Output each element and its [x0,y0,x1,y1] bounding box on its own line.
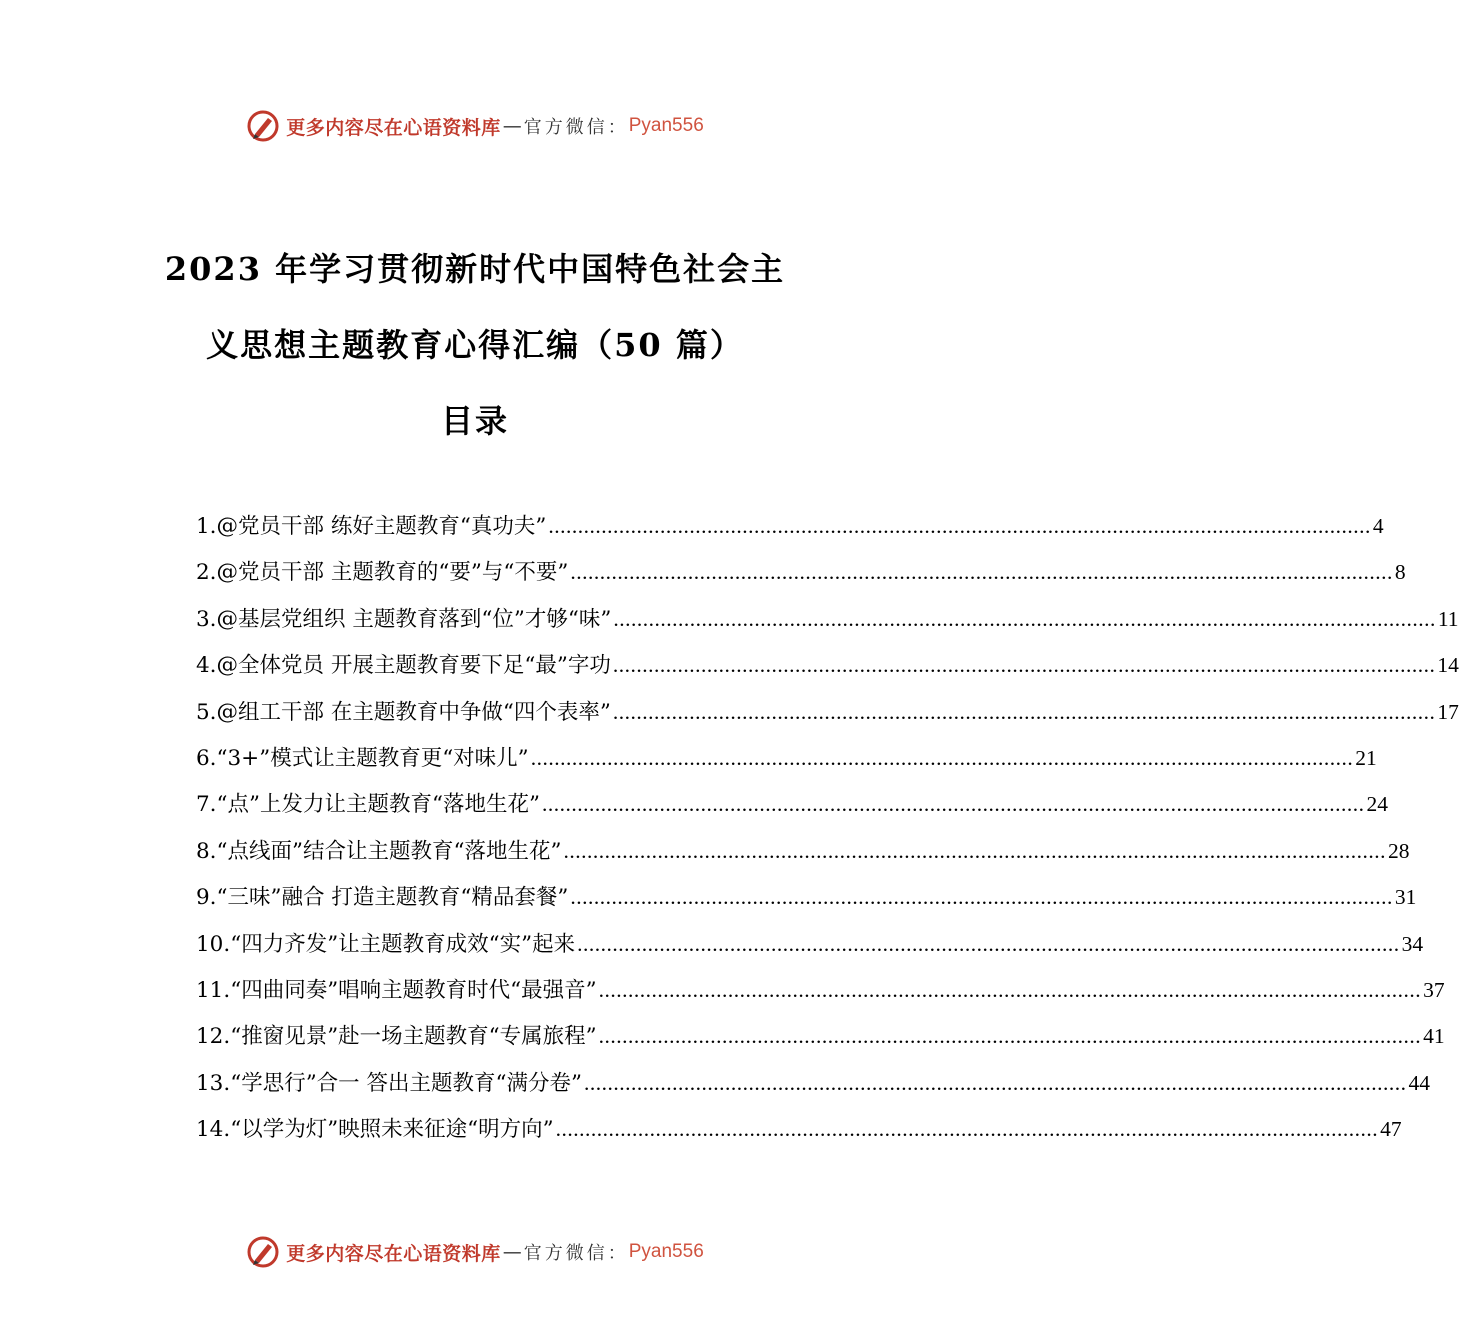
header-banner [0,106,950,146]
toc-leader [613,601,1436,637]
toc-leader [548,508,1371,544]
toc-leader [570,879,1393,915]
toc-number: 5. [196,699,217,725]
banner-label: 官方微信： [523,117,629,138]
toc-title: “以学为灯”映照未来征途“明方向” [230,1117,554,1143]
toc-title: @基层党组织 主题教育落到“位”才够“味” [216,606,612,632]
toc-number: 14. [196,1117,231,1143]
toc-number: 12. [196,1024,231,1050]
toc-title: “点线面”结合让主题教育“落地生花” [216,838,562,864]
toc-number: 3. [196,606,217,632]
toc-entry[interactable] [196,1111,1402,1157]
toc-page: 47 [1380,1117,1402,1142]
toc-page: 34 [1401,931,1424,956]
toc-page: 17 [1437,699,1459,724]
toc-page: 11 [1437,606,1459,631]
toc-leader [584,1065,1407,1101]
toc-leader [563,833,1386,869]
toc-heading: 目录 [440,402,509,440]
toc-entry[interactable] [196,601,1459,647]
toc-number: 2. [196,560,217,586]
toc-number: 10. [196,931,231,957]
toc-title: @组工干部 在主题教育中争做“四个表率” [216,699,611,725]
toc-number: 6. [196,745,217,771]
toc-number: 9. [196,885,217,911]
toc-title: @党员干部 练好主题教育“真功夫” [216,514,547,539]
toc-page: 8 [1394,560,1406,585]
toc-page: 14 [1437,653,1459,678]
toc-number: 1. [196,514,217,539]
banner-dash: — [502,115,522,137]
toc-page: 28 [1387,838,1410,863]
toc-title: @党员干部 主题教育的“要”与“不要” [216,560,569,586]
toc-entry[interactable] [196,554,1406,600]
toc-title: “3+”模式让主题教育更“对味儿” [216,745,529,771]
banner-wechat-id: Pyan556 [628,1241,704,1262]
toc-page: 21 [1355,745,1377,770]
banner-wechat-id: Pyan556 [628,115,704,136]
toc-title: “点”上发力让主题教育“落地生花” [216,792,540,818]
toc-page: 24 [1366,792,1388,817]
doc-title-line-2: 义思想主题教育心得汇编（50 篇） [206,326,744,364]
toc-leader [531,740,1354,776]
toc-entry[interactable] [196,740,1377,786]
toc-title: @全体党员 开展主题教育要下足“最”字功 [216,653,611,679]
toc-leader [613,647,1436,683]
banner-text: 更多内容尽在心语资料库 [286,1242,501,1265]
pen-logo-icon [246,1235,280,1269]
toc-entry[interactable] [196,879,1417,925]
toc-title: “三味”融合 打造主题教育“精品套餐” [216,885,569,911]
toc-leader [599,1018,1422,1054]
toc-entry[interactable] [196,508,1384,554]
toc-page: 4 [1372,514,1384,538]
toc-leader [599,972,1422,1008]
table-of-contents [196,508,1459,1157]
toc-entry[interactable] [196,786,1388,832]
pen-logo-icon [246,109,280,143]
toc-number: 7. [196,792,217,818]
toc-leader [577,926,1400,962]
toc-entry[interactable] [196,833,1410,879]
toc-entry[interactable] [196,1018,1445,1064]
toc-entry[interactable] [196,926,1424,972]
toc-page: 44 [1408,1070,1431,1095]
doc-title-line-1: 2023 年学习贯彻新时代中国特色社会主 [164,250,786,288]
footer-banner [0,1232,950,1272]
toc-number: 11. [196,977,231,1003]
toc-leader [542,786,1365,822]
toc-entry[interactable] [196,647,1459,693]
toc-title: “学思行”合一 答出主题教育“满分卷” [230,1070,583,1096]
toc-number: 8. [196,838,217,864]
toc-page: 41 [1423,1024,1445,1049]
toc-entry[interactable] [196,694,1459,740]
toc-number: 13. [196,1070,231,1096]
toc-leader [570,554,1393,590]
banner-text: 更多内容尽在心语资料库 [286,116,501,139]
toc-title: “推窗见景”赴一场主题教育“专属旅程” [230,1024,597,1050]
toc-entry[interactable] [196,972,1445,1018]
toc-title: “四曲同奏”唱响主题教育时代“最强音” [230,977,597,1003]
toc-leader [556,1111,1379,1147]
toc-page: 37 [1423,977,1445,1002]
toc-title: “四力齐发”让主题教育成效“实”起来 [230,931,576,957]
toc-page: 31 [1394,885,1417,910]
toc-entry[interactable] [196,1065,1431,1111]
banner-label: 官方微信： [523,1243,629,1264]
toc-number: 4. [196,653,217,679]
toc-leader [613,694,1436,730]
banner-dash: — [502,1241,522,1263]
